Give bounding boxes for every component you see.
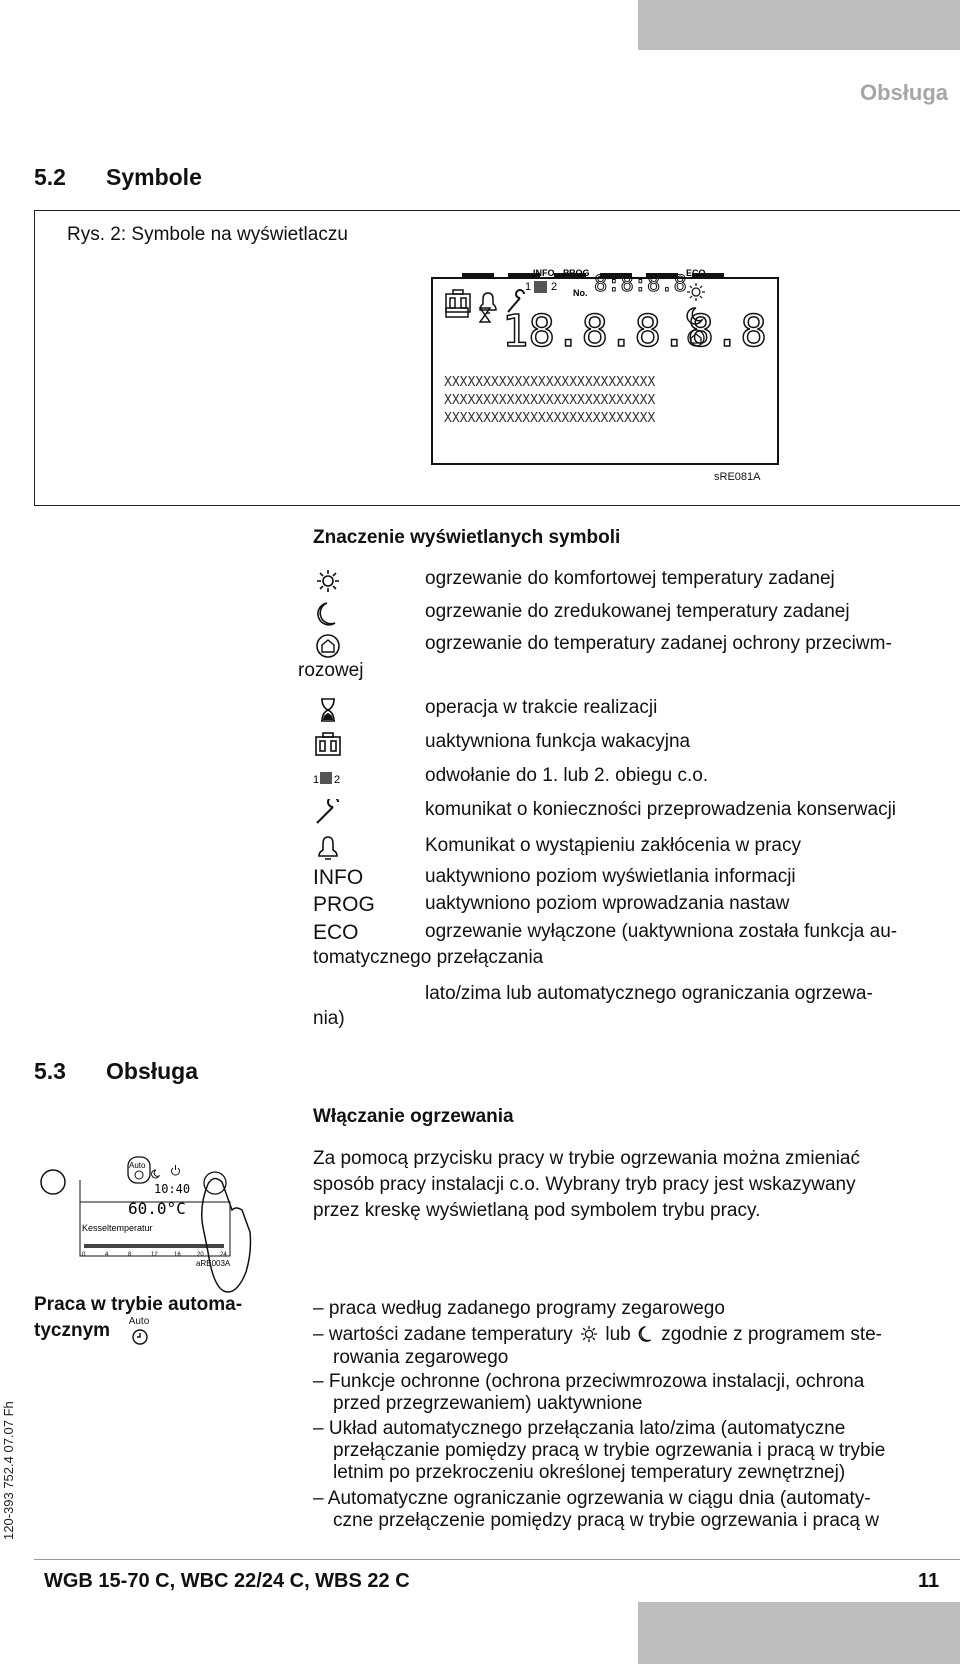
suitcase-icon: [313, 731, 343, 757]
panel-scale-tick: 12: [151, 1252, 158, 1258]
section-number-5-3: 5.3: [34, 1058, 66, 1084]
sun-icon: [578, 1324, 600, 1344]
bullet-3-line: – Funkcje ochronne (ochrona przeciwmrozowa instalacji, ochrona: [313, 1371, 865, 1392]
heating-text-line: sposób pracy instalacji c.o. Wybrany tryb pracy jest wskazywany: [313, 1174, 856, 1195]
heating-text-line: Za pomocą przycisku pracy w trybie ogrzewania można zmieniać: [313, 1148, 860, 1169]
lcd-no: No.: [573, 288, 588, 298]
auto-heading-1: Praca w trybie automa-: [34, 1294, 243, 1315]
bullet-4-line: – Układ automatycznego przełączania lato/zima (automatyczne: [313, 1418, 846, 1439]
lcd-info: INFO: [533, 268, 555, 278]
wrench-icon: [313, 799, 343, 825]
section-title-obsluga: Obsługa: [106, 1058, 199, 1084]
panel-temp: 60.0°C: [128, 1199, 186, 1218]
auto-mode-icon: [124, 1316, 154, 1346]
symbol-text-house: ogrzewanie do temperatury zadanej ochrony przeciwm-: [425, 633, 892, 654]
bullet-2: [313, 1324, 882, 1346]
symbol-text-sun: ogrzewanie do komfortowej temperatury zadanej: [425, 568, 835, 589]
hand-illustration: [202, 1178, 251, 1292]
heating-text: [313, 1146, 860, 1224]
footer-page-number: 11: [918, 1570, 940, 1592]
bullet-5-line: – Automatyczne ograniczanie ogrzewania w ciągu dnia (automaty-: [313, 1488, 871, 1509]
symbol-text-suitcase: uaktywniona funkcja wakacyjna: [425, 731, 691, 752]
symbol-text-moon: ogrzewanie do zredukowanej temperatury zadanej: [425, 601, 850, 622]
control-panel-figure: [36, 1148, 296, 1296]
clock-icon: [130, 1328, 150, 1346]
bullet-4: [313, 1418, 885, 1484]
lcd-small-digits: 8:8:8.8: [594, 272, 687, 297]
panel-code: aRE003A: [196, 1259, 231, 1268]
bullet-2-text: – wartości zadane temperatury: [313, 1324, 573, 1345]
meaning-heading: Znaczenie wyświetlanych symboli: [313, 527, 621, 548]
keyword-prog-text: uaktywniono poziom wprowadzania nastaw: [425, 893, 790, 914]
keyword-eco-text: ogrzewanie wyłączone (uaktywniona została funkcja au-: [425, 921, 898, 942]
segment-row-3: XXXXXXXXXXXXXXXXXXXXXXXXXXX: [444, 411, 656, 426]
bullet-5: [313, 1488, 879, 1532]
house-icon: [313, 633, 343, 659]
left-knob: [41, 1170, 65, 1194]
keyword-prog: PROG: [313, 893, 375, 916]
running-head: Obsługa: [859, 80, 948, 105]
svg-text:1: 1: [313, 774, 320, 786]
bullet-2-cont: rowania zegarowego: [333, 1347, 509, 1368]
keyword-eco: ECO: [313, 921, 359, 944]
heating-text-line: przez kreskę wyświetlaną pod symbolem trybu pracy.: [313, 1200, 761, 1221]
footer-rule: [34, 1559, 960, 1560]
panel-auto: Auto: [129, 1161, 146, 1170]
header-tab: [638, 0, 960, 50]
panel-scale-tick: 20: [197, 1252, 204, 1258]
heating-heading: Włączanie ogrzewania: [313, 1106, 514, 1127]
footer-models: WGB 15-70 C, WBC 22/24 C, WBS 22 C: [44, 1570, 410, 1592]
panel-scale-tick: 8: [128, 1252, 132, 1258]
bullet-1-text: – praca według zadanego programy zegarowego: [313, 1298, 725, 1319]
bullet-4-line: letnim po przekroczeniu określonej temperatury zewnętrznej): [333, 1462, 846, 1483]
lcd-display-figure: [430, 260, 780, 466]
section-title-symbole: Symbole: [106, 164, 202, 190]
symbol-text-wrench: komunikat o konieczności przeprowadzenia konserwacji: [425, 799, 897, 820]
panel-time: 10:40: [154, 1182, 191, 1196]
bullet-2-or: lub: [605, 1324, 631, 1345]
panel-scale-tick: 24: [220, 1252, 227, 1258]
keyword-info-text: uaktywniono poziom wyświetlania informacji: [425, 866, 796, 887]
symbol-text-circuit: odwołanie do 1. lub 2. obiegu c.o.: [425, 765, 709, 786]
eco-continuation-3: nia): [313, 1008, 345, 1029]
moon-icon: [313, 601, 343, 627]
moon-icon: [636, 1324, 656, 1344]
lcd-prog: PROG: [563, 268, 590, 278]
auto-heading-2: tycznym: [34, 1320, 111, 1341]
figure-caption: Rys. 2: Symbole na wyświetlaczu: [67, 224, 348, 245]
panel-scale-tick: 0: [82, 1252, 86, 1258]
radiator-icon: [534, 281, 547, 293]
figure-code: sRE081A: [714, 471, 761, 483]
side-document-code: 120-393 752.4 07.07 Fh: [1, 1401, 16, 1540]
circuit-icon: [313, 765, 343, 791]
sun-icon: [687, 283, 705, 301]
section-number-5-2: 5.2: [34, 164, 66, 190]
bullet-5-line: czne przełączenie pomiędzy pracą w trybie ogrzewania i pracą w: [333, 1510, 879, 1531]
eco-continuation-2: lato/zima lub automatycznego ograniczania ogrzewa-: [425, 983, 873, 1004]
bell-icon: [313, 835, 343, 861]
bullet-1: [313, 1298, 725, 1320]
panel-scale-tick: 16: [174, 1252, 181, 1258]
segment-row-2: XXXXXXXXXXXXXXXXXXXXXXXXXXX: [444, 393, 656, 408]
lcd-eco: ECO: [686, 268, 706, 278]
hourglass-icon: [313, 697, 343, 723]
symbol-text-hourglass: operacja w trakcie realizacji: [425, 697, 658, 718]
symbol-text-bell: Komunikat o wystąpieniu zakłócenia w pracy: [425, 835, 801, 856]
footer-tab: [638, 1602, 960, 1664]
auto-label: Auto: [128, 1316, 150, 1327]
bullet-2-text-b: zgodnie z programem ste-: [661, 1324, 882, 1345]
lcd-big-digits: 18.8.8.8.8: [502, 306, 767, 357]
symbol-text-house-cont: rozowej: [298, 660, 364, 681]
lcd-two: 2: [551, 281, 558, 293]
bullet-4-line: przełączanie pomiędzy pracą w trybie ogrzewania i pracą w trybie: [333, 1440, 886, 1461]
segment-row-1: XXXXXXXXXXXXXXXXXXXXXXXXXXX: [444, 375, 656, 390]
eco-continuation-1: tomatycznego przełączania: [313, 947, 544, 968]
panel-scale-tick: 4: [105, 1252, 109, 1258]
keyword-info: INFO: [313, 866, 364, 889]
lcd-one: 1: [525, 281, 532, 293]
sun-icon: [313, 568, 343, 594]
svg-text:2: 2: [334, 774, 341, 786]
bullet-3-line: przed przegrzewaniem) uaktywnione: [333, 1393, 643, 1414]
panel-label: Kesseltemperatur: [82, 1223, 153, 1233]
bullet-3: [313, 1371, 864, 1415]
